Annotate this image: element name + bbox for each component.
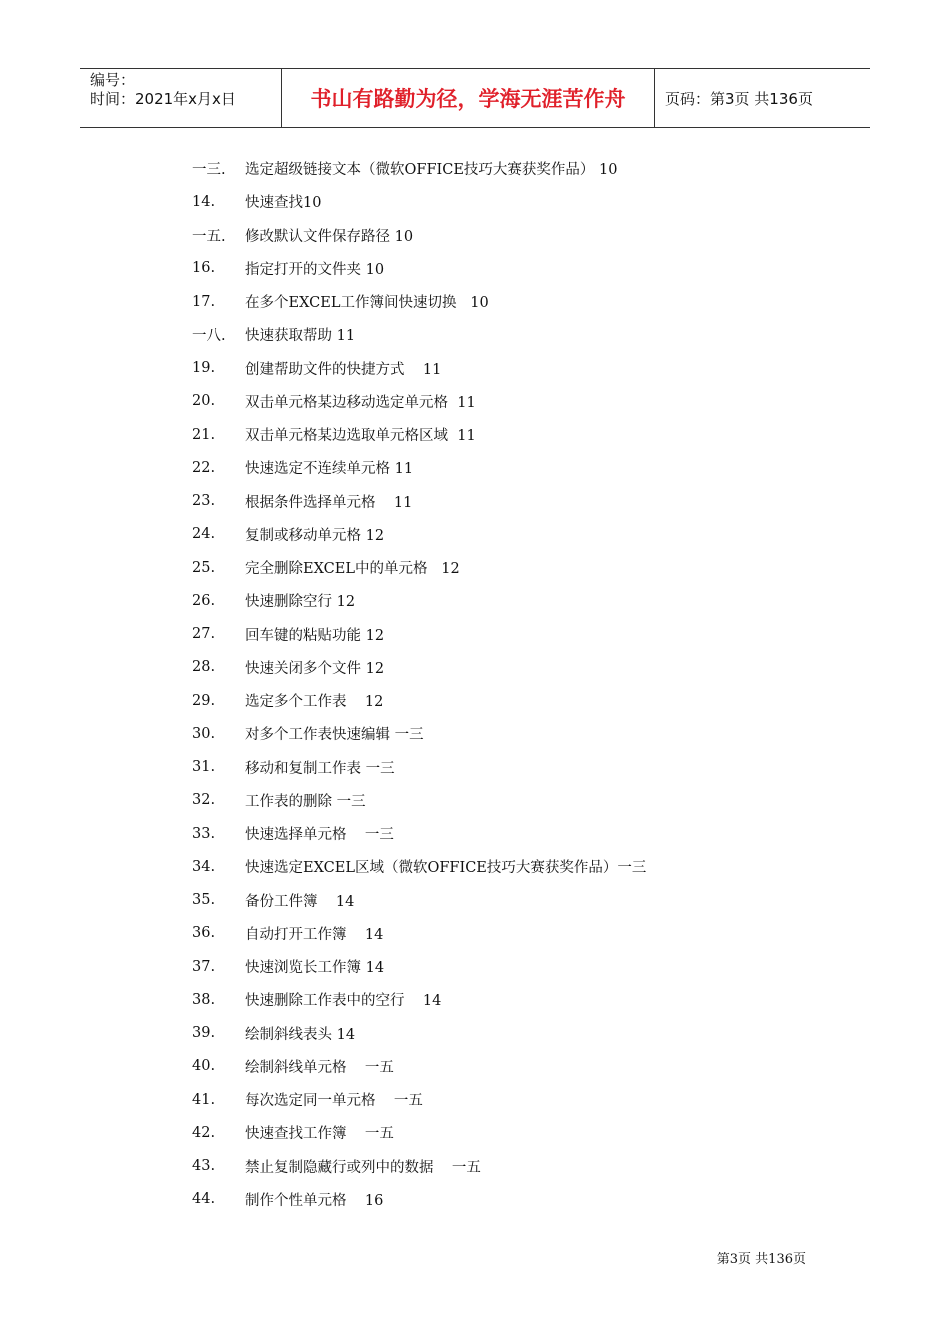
toc-entry-text: 自动打开工作簿 14 [245, 926, 384, 943]
toc-entry[interactable] [192, 850, 752, 883]
toc-entry[interactable] [192, 983, 752, 1016]
toc-entry[interactable] [192, 318, 752, 351]
toc-entry[interactable] [192, 451, 752, 484]
toc-entry-number: 35. [192, 892, 216, 909]
toc-entry-text: 移动和复制工作表 一三 [245, 760, 395, 777]
toc-entry-number: 25. [192, 559, 216, 576]
toc-entry-text: 快速删除工作表中的空行 14 [245, 993, 442, 1010]
toc-entry-text: 修改默认文件保存路径 10 [245, 228, 414, 245]
toc-entry-number: 17. [192, 293, 216, 310]
toc-entry-number: 16. [192, 260, 216, 277]
toc-entry-text: 对多个工作表快速编辑 一三 [245, 727, 424, 744]
toc-entry-number: 39. [192, 1025, 216, 1042]
toc-entry-number: 38. [192, 991, 216, 1008]
toc-entry-number: 19. [192, 360, 216, 377]
toc-entry-number: 24. [192, 526, 216, 543]
toc-entry-number: 22. [192, 459, 216, 476]
toc-entry-number: 23. [192, 493, 216, 510]
toc-entry-number: 一三. [192, 162, 226, 179]
toc-entry[interactable] [192, 884, 752, 917]
toc-entry-number: 27. [192, 626, 216, 643]
toc-entry[interactable] [192, 385, 752, 418]
toc-entry[interactable] [192, 651, 752, 684]
toc-entry-text: 复制或移动单元格 12 [245, 527, 385, 544]
toc-entry[interactable] [192, 584, 752, 617]
toc-entry-number: 41. [192, 1091, 216, 1108]
toc-entry[interactable] [192, 618, 752, 651]
toc-entry-text: 双击单元格某边移动选定单元格 11 [245, 394, 476, 411]
toc-entry[interactable] [192, 1150, 752, 1183]
toc-entry-text: 选定多个工作表 12 [245, 694, 384, 711]
toc-entry[interactable] [192, 418, 752, 451]
header-page-info: 页码：第3页 共136页 [665, 89, 813, 108]
toc-entry-text: 指定打开的文件夹 10 [245, 261, 385, 278]
toc-entry-number: 20. [192, 393, 216, 410]
toc-entry-text: 选定超级链接文本（微软OFFICE技巧大赛获奖作品） 10 [245, 162, 618, 179]
toc-entry[interactable] [192, 751, 752, 784]
toc-entry-text: 快速关闭多个文件 12 [245, 660, 385, 677]
toc-entry-text: 快速查找工作簿 一五 [245, 1126, 394, 1143]
time-label: 时间：2021年x月x日 [90, 90, 236, 108]
toc-entry[interactable] [192, 1116, 752, 1149]
toc-entry-number: 32. [192, 792, 216, 809]
toc-entry-text: 禁止复制隐藏行或列中的数据 一五 [245, 1159, 481, 1176]
toc-entry-number: 34. [192, 858, 216, 875]
toc-entry[interactable] [192, 219, 752, 252]
toc-entry-text: 创建帮助文件的快捷方式 11 [245, 361, 442, 378]
toc-entry[interactable] [192, 1017, 752, 1050]
toc-entry-text: 快速获取帮助 11 [245, 328, 356, 345]
toc-entry-number: 37. [192, 958, 216, 975]
toc-entry[interactable] [192, 352, 752, 385]
toc-entry-text: 快速浏览长工作簿 14 [245, 960, 385, 977]
toc-entry[interactable] [192, 185, 752, 218]
toc-entry-number: 26. [192, 592, 216, 609]
toc-entry[interactable] [192, 717, 752, 750]
toc-entry-text: 双击单元格某边选取单元格区域 11 [245, 428, 476, 445]
table-of-contents [192, 152, 752, 1216]
page-footer: 第3页 共136页 [716, 1252, 806, 1267]
toc-entry[interactable] [192, 917, 752, 950]
toc-entry-number: 28. [192, 659, 216, 676]
toc-entry-number: 31. [192, 759, 216, 776]
toc-entry-number: 33. [192, 825, 216, 842]
toc-entry-number: 36. [192, 925, 216, 942]
header-meta [80, 69, 282, 127]
toc-entry-text: 回车键的粘贴功能 12 [245, 627, 385, 644]
toc-entry-number: 29. [192, 692, 216, 709]
toc-entry[interactable] [192, 1183, 752, 1216]
code-label: 编号： [90, 71, 136, 89]
toc-entry-text: 快速选定EXCEL区域（微软OFFICE技巧大赛获奖作品）一三 [245, 860, 647, 877]
toc-entry-text: 工作表的删除 一三 [245, 793, 366, 810]
toc-entry[interactable] [192, 784, 752, 817]
toc-entry-number: 一五. [192, 228, 226, 245]
toc-entry-text: 根据条件选择单元格 11 [245, 494, 413, 511]
toc-entry[interactable] [192, 1083, 752, 1116]
toc-entry[interactable] [192, 950, 752, 983]
toc-entry-number: 43. [192, 1158, 216, 1175]
toc-entry-number: 30. [192, 725, 216, 742]
toc-entry[interactable] [192, 485, 752, 518]
toc-entry-number: 44. [192, 1191, 216, 1208]
toc-entry-text: 完全删除EXCEL中的单元格 12 [245, 561, 460, 578]
toc-entry[interactable] [192, 551, 752, 584]
toc-entry[interactable] [192, 817, 752, 850]
toc-entry[interactable] [192, 518, 752, 551]
toc-entry-number: 一八. [192, 328, 226, 345]
toc-entry-text: 快速删除空行 12 [245, 594, 356, 611]
toc-entry-number: 21. [192, 426, 216, 443]
toc-entry-number: 40. [192, 1058, 216, 1075]
header-motto: 书山有路勤为径，学海无涯苦作舟 [282, 69, 655, 127]
toc-entry-text: 绘制斜线表头 14 [245, 1026, 356, 1043]
toc-entry[interactable] [192, 285, 752, 318]
toc-entry-text: 在多个EXCEL工作簿间快速切换 10 [245, 295, 489, 312]
toc-entry-text: 每次选定同一单元格 一五 [245, 1093, 423, 1110]
toc-entry-number: 42. [192, 1124, 216, 1141]
toc-entry-number: 14. [192, 193, 216, 210]
toc-entry-text: 绘制斜线单元格 一五 [245, 1059, 394, 1076]
toc-entry-text: 快速查找10 [245, 195, 322, 212]
toc-entry[interactable] [192, 152, 752, 185]
toc-entry-text: 快速选定不连续单元格 11 [245, 461, 414, 478]
page-header [80, 68, 870, 128]
toc-entry-text: 制作个性单元格 16 [245, 1192, 384, 1209]
toc-entry-text: 快速选择单元格 一三 [245, 827, 394, 844]
toc-entry[interactable] [192, 1050, 752, 1083]
toc-entry[interactable] [192, 252, 752, 285]
toc-entry-text: 备份工件簿 14 [245, 893, 355, 910]
toc-entry[interactable] [192, 684, 752, 717]
